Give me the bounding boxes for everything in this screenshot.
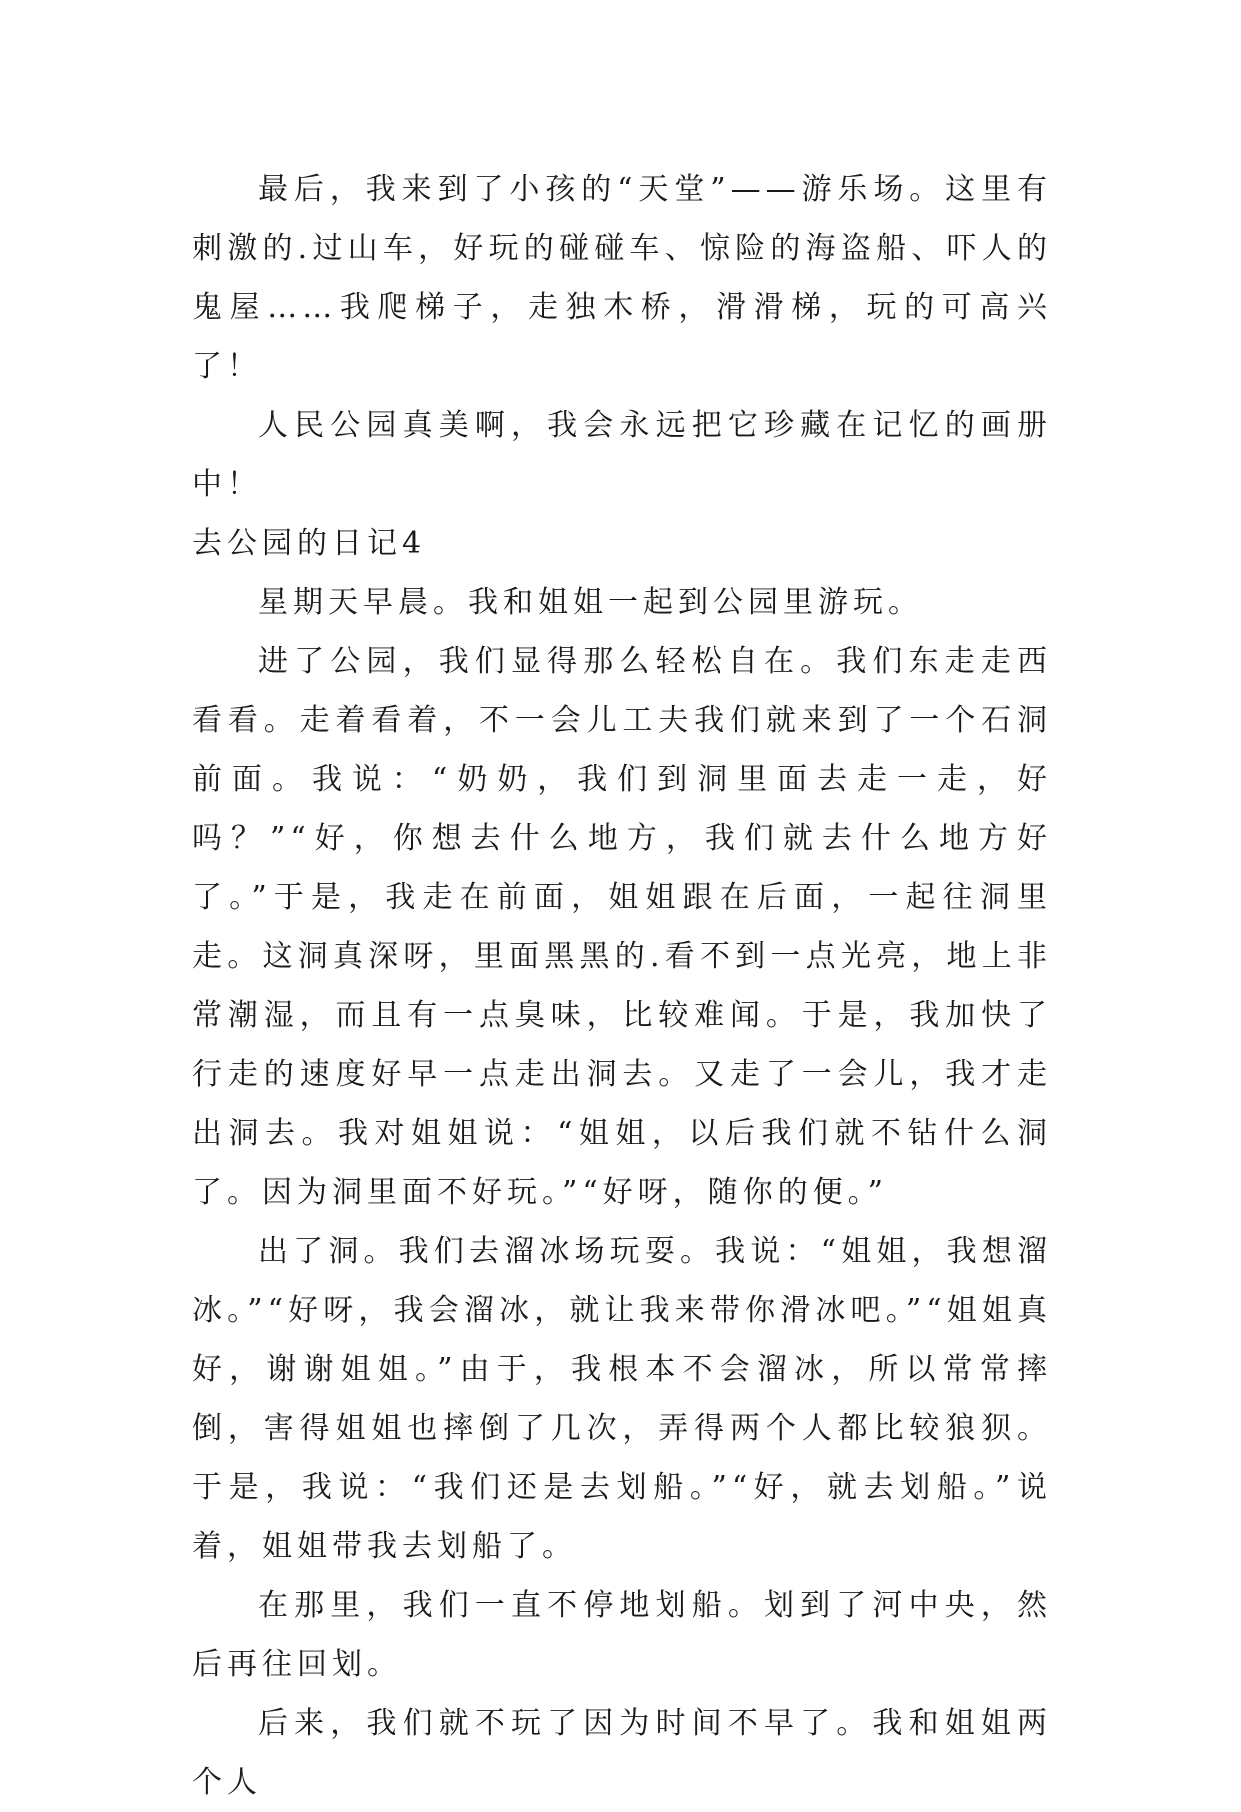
paragraph-sunday-morning: 星期天早晨。我和姐姐一起到公园里游玩。 — [258, 585, 923, 620]
section-title: 去公园的日记4 — [192, 526, 427, 561]
paragraph-amusement-park: 最后，我来到了小孩的“天堂”——游乐场。这里有刺激的.过山车，好玩的碰碰车、惊险的海盗船、吓人的鬼屋……我爬梯子，走独木桥，滑滑梯，玩的可高兴了！ — [192, 172, 1052, 384]
paragraph-skating: 出了洞。我们去溜冰场玩耍。我说：“姐姐，我想溜冰。”“好呀，我会溜冰，就让我来带你滑冰吧。”“姐姐真好，谢谢姐姐。”由于，我根本不会溜冰，所以常常摔倒，害得姐姐也摔倒了几次，弄得两个人都比较狼狈。于是，我说：“我们还是去划船。”“好，就去划船。”说着，姐姐带我去划船了。 — [192, 1234, 1052, 1564]
paragraph-cave: 进了公园，我们显得那么轻松自在。我们东走走西看看。走着看着，不一会儿工夫我们就来到了一个石洞前面。我说：“奶奶，我们到洞里面去走一走，好吗？”“好，你想去什么地方，我们就去什么地方好了。”于是，我走在前面，姐姐跟在后面，一起往洞里走。这洞真深呀，里面黑黑的.看不到一点光亮，地上非常潮湿，而且有一点臭味，比较难闻。于是，我加快了行走的速度好早一点走出洞去。又走了一会儿，我才走出洞去。我对姐姐说：“姐姐，以后我们就不钻什么洞了。因为洞里面不好玩。”“好呀，随你的便。” — [192, 644, 1052, 1210]
paragraph-park-conclusion: 人民公园真美啊，我会永远把它珍藏在记忆的画册中！ — [192, 408, 1052, 502]
paragraph-boating: 在那里，我们一直不停地划船。划到了河中央，然后再往回划。 — [192, 1588, 1052, 1682]
document-body — [192, 160, 1052, 1812]
paragraph-going-home: 后来，我们就不玩了因为时间不早了。我和姐姐两个人 — [192, 1706, 1052, 1800]
